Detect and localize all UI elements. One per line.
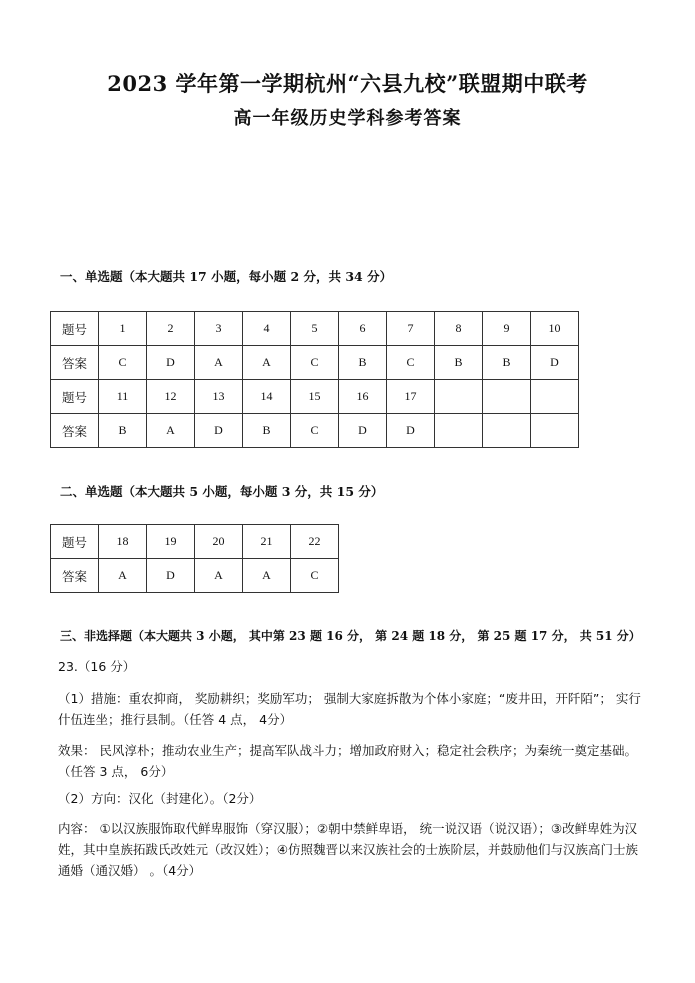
table-cell: 20 [195, 525, 243, 559]
section1-answer-table [50, 311, 579, 448]
table-row [51, 525, 339, 559]
table-cell: 5 [291, 312, 339, 346]
table-cell: 9 [483, 312, 531, 346]
table-cell: C [291, 559, 339, 593]
table-cell: 题号 [51, 380, 99, 414]
table-cell: A [195, 346, 243, 380]
table-cell [483, 414, 531, 448]
section2-answer-table [50, 524, 339, 593]
table-cell: 19 [147, 525, 195, 559]
table-cell: 答案 [51, 414, 99, 448]
table-cell: B [435, 346, 483, 380]
table-cell: A [99, 559, 147, 593]
page-subtitle: 高一年级历史学科参考答案 [233, 108, 462, 129]
table-cell: C [291, 414, 339, 448]
table-cell: D [339, 414, 387, 448]
table-cell: 答案 [51, 346, 99, 380]
table-cell: 12 [147, 380, 195, 414]
table-row [51, 414, 579, 448]
table-cell: 11 [99, 380, 147, 414]
table-cell: 21 [243, 525, 291, 559]
table-cell: 14 [243, 380, 291, 414]
table-cell: 题号 [51, 525, 99, 559]
table-row [51, 380, 579, 414]
section3-heading: 三、非选择题（本大题共 3 小题， 其中第 23 题 16 分， 第 24 题 18 分， 第 25 题 17 分， 共 51 分） [60, 629, 641, 643]
answer-23-part2-content: 内容： ①以汉族服饰取代鲜卑服饰（穿汉服）；②朝中禁鲜卑语， 统一说汉语（说汉语）；③改鲜卑姓为汉姓，其中皇族拓跋氏改姓元（改汉姓）；④仿照魏晋以来汉族社会的士族阶层，并鼓励他们与汉族高门士族通婚（通汉婚） 。（4分） [58, 821, 638, 878]
table-cell: 15 [291, 380, 339, 414]
table-cell: 6 [339, 312, 387, 346]
table-cell: 答案 [51, 559, 99, 593]
table-cell: D [147, 346, 195, 380]
table-cell: D [195, 414, 243, 448]
table-cell: B [483, 346, 531, 380]
table-cell: 8 [435, 312, 483, 346]
table-cell: 1 [99, 312, 147, 346]
table-cell: A [243, 559, 291, 593]
table-cell: C [291, 346, 339, 380]
table-cell: B [99, 414, 147, 448]
table-cell [435, 414, 483, 448]
table-cell: 4 [243, 312, 291, 346]
section1-heading: 一、单选题（本大题共 17 小题，每小题 2 分，共 34 分） [60, 269, 393, 284]
table-cell: A [195, 559, 243, 593]
table-cell: A [147, 414, 195, 448]
answer-23-part1-effects: 效果： 民风淳朴；推动农业生产；提高军队战斗力；增加政府财入；稳定社会秩序；为秦统一奠定基础。（任答 3 点， 6分） [58, 743, 637, 779]
answer-23-part1-measures: （1）措施：重农抑商， 奖励耕织；奖励军功； 强制大家庭拆散为个体小家庭；“废井田，开阡陌”； 实行什伍连坐；推行县制。（任答 4 点， 4分） [58, 691, 641, 727]
table-cell: D [387, 414, 435, 448]
table-cell: 16 [339, 380, 387, 414]
table-cell: 22 [291, 525, 339, 559]
section2-heading: 二、单选题（本大题共 5 小题，每小题 3 分，共 15 分） [60, 484, 384, 499]
table-cell: A [243, 346, 291, 380]
table-cell: B [339, 346, 387, 380]
table-cell [531, 380, 579, 414]
table-row [51, 559, 339, 593]
question-23-label: 23.（16 分） [58, 659, 136, 674]
table-cell: C [99, 346, 147, 380]
table-row [51, 346, 579, 380]
table-cell: 2 [147, 312, 195, 346]
table-cell: 3 [195, 312, 243, 346]
table-cell: 题号 [51, 312, 99, 346]
table-cell [435, 380, 483, 414]
table-cell: D [531, 346, 579, 380]
table-cell: 18 [99, 525, 147, 559]
table-cell: B [243, 414, 291, 448]
page-title: 2023 学年第一学期杭州“六县九校”联盟期中联考 [107, 71, 588, 96]
table-cell: 7 [387, 312, 435, 346]
table-cell: 17 [387, 380, 435, 414]
table-cell [483, 380, 531, 414]
table-row [51, 312, 579, 346]
table-cell: 13 [195, 380, 243, 414]
table-cell: C [387, 346, 435, 380]
table-cell [531, 414, 579, 448]
answer-23-part2-direction: （2）方向：汉化（封建化）。（2分） [58, 791, 262, 806]
table-cell: D [147, 559, 195, 593]
table-cell: 10 [531, 312, 579, 346]
